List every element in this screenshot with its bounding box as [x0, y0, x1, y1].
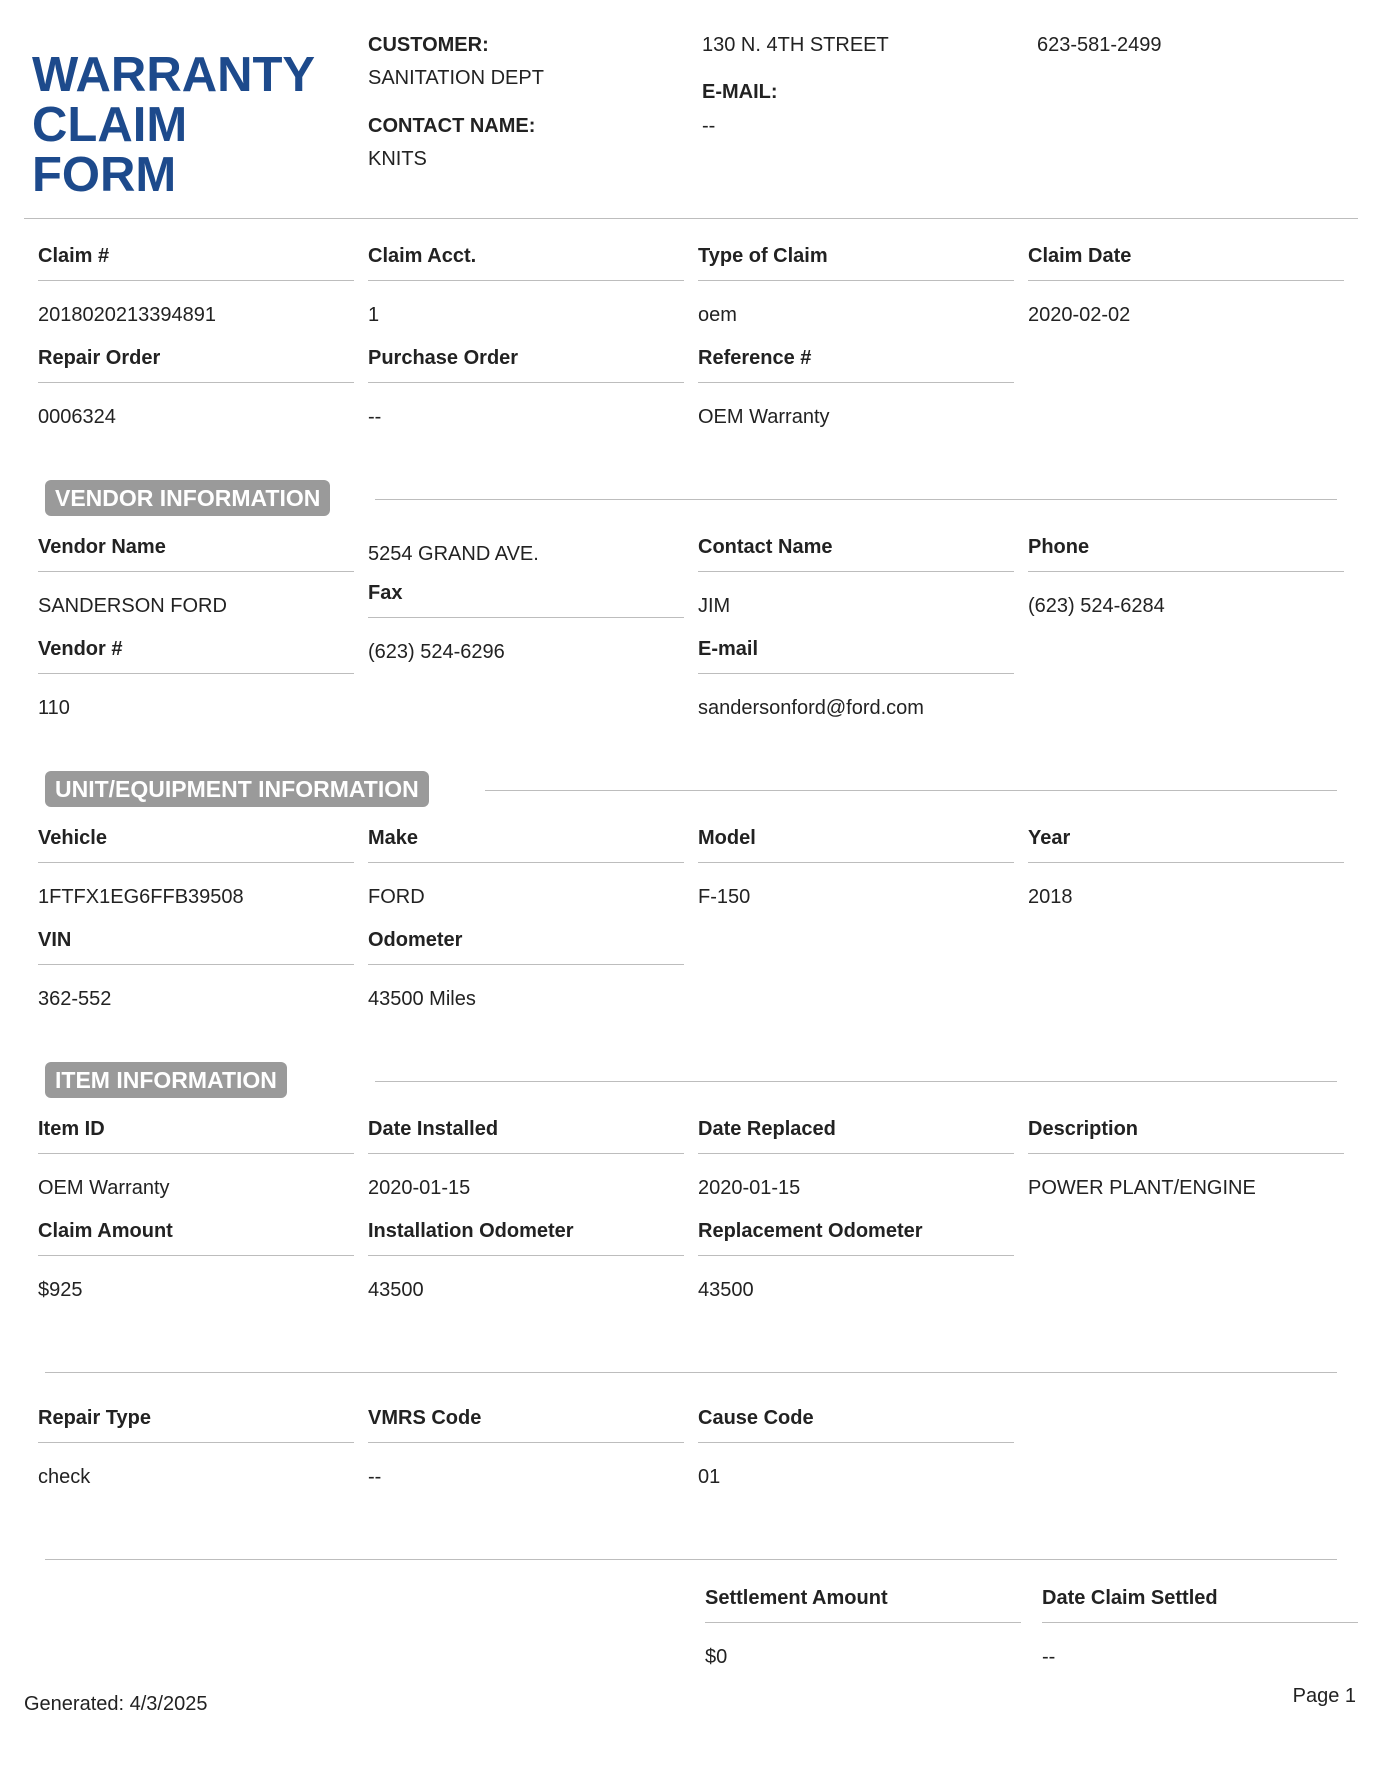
claim-amount-label: Claim Amount: [38, 1219, 354, 1256]
installation-odometer-value: 43500: [368, 1279, 424, 1301]
field-vendor-phone: [1028, 535, 1344, 618]
vin-label: VIN: [38, 928, 354, 965]
field-date-installed: [368, 1117, 684, 1200]
cause-code-label: Cause Code: [698, 1406, 1014, 1443]
field-vendor-email: [698, 637, 1014, 720]
cause-code-value: 01: [698, 1466, 721, 1488]
installation-odometer-label: Installation Odometer: [368, 1219, 684, 1256]
description-value: POWER PLANT/ENGINE: [1028, 1177, 1256, 1199]
year-value: 2018: [1028, 886, 1073, 908]
field-vendor-number: [38, 637, 354, 720]
date-replaced-label: Date Replaced: [698, 1117, 1014, 1154]
odometer-value: 43500 Miles: [368, 988, 476, 1010]
claim-amount-value: $925: [38, 1279, 83, 1301]
field-claim-amount: [38, 1219, 354, 1302]
vendor-address: 5254 GRAND AVE.: [368, 543, 539, 565]
contact-name-value: KNITS: [368, 148, 427, 170]
field-cause-code: [698, 1406, 1014, 1489]
replacement-odometer-value: 43500: [698, 1279, 754, 1301]
reference-label: Reference #: [698, 346, 1014, 383]
contact-name-label: CONTACT NAME:: [368, 115, 536, 137]
field-vendor-fax: [368, 581, 684, 664]
customer-phone: 623-581-2499: [1037, 34, 1162, 56]
settlement-divider: [45, 1559, 1337, 1560]
field-model: [698, 826, 1014, 909]
replacement-odometer-label: Replacement Odometer: [698, 1219, 1014, 1256]
section-item-information: ITEM INFORMATION: [45, 1062, 287, 1098]
claim-acct-value: 1: [368, 304, 380, 326]
repair-type-label: Repair Type: [38, 1406, 354, 1443]
vmrs-code-value: --: [368, 1466, 382, 1488]
email-label: E-MAIL:: [702, 81, 778, 103]
field-vmrs-code: [368, 1406, 684, 1489]
model-value: F-150: [698, 886, 751, 908]
description-label: Description: [1028, 1117, 1344, 1154]
field-claim-number: [38, 244, 354, 327]
field-replacement-odometer: [698, 1219, 1014, 1302]
generated-date: Generated: 4/3/2025: [24, 1693, 208, 1715]
claim-number-value: 2018020213394891: [38, 304, 216, 326]
purchase-order-value: --: [368, 406, 382, 428]
date-installed-value: 2020-01-15: [368, 1177, 471, 1199]
customer-address: 130 N. 4TH STREET: [702, 34, 889, 56]
vendor-number-value: 110: [38, 697, 70, 719]
item-id-value: OEM Warranty: [38, 1177, 170, 1199]
vmrs-code-label: VMRS Code: [368, 1406, 684, 1443]
claim-type-value: oem: [698, 304, 737, 326]
field-date-replaced: [698, 1117, 1014, 1200]
field-repair-type: [38, 1406, 354, 1489]
date-claim-settled-value: --: [1042, 1646, 1056, 1668]
claim-type-label: Type of Claim: [698, 244, 1014, 281]
vehicle-label: Vehicle: [38, 826, 354, 863]
vendor-phone-label: Phone: [1028, 535, 1344, 572]
form-title: WARRANTY CLAIM FORM: [32, 48, 315, 202]
customer-label: CUSTOMER:: [368, 34, 489, 56]
vendor-contact-value: JIM: [698, 595, 731, 617]
field-claim-type: [698, 244, 1014, 327]
section-vendor-information: VENDOR INFORMATION: [45, 480, 330, 516]
page-number: Page 1: [1292, 1685, 1356, 1707]
vendor-email-value: sandersonford@ford.com: [698, 697, 924, 719]
field-repair-order: [38, 346, 354, 429]
date-replaced-value: 2020-01-15: [698, 1177, 801, 1199]
item-section-divider: [375, 1081, 1337, 1082]
field-installation-odometer: [368, 1219, 684, 1302]
field-description: [1028, 1117, 1344, 1200]
vendor-section-divider: [375, 499, 1337, 500]
section-unit-equipment-information: UNIT/EQUIPMENT INFORMATION: [45, 771, 429, 807]
item-id-label: Item ID: [38, 1117, 354, 1154]
vendor-fax-label: Fax: [368, 581, 684, 618]
field-item-id: [38, 1117, 354, 1200]
unit-section-divider: [485, 790, 1337, 791]
settlement-amount-value: $0: [705, 1646, 728, 1668]
field-vendor-name: [38, 535, 354, 618]
vendor-email-label: E-mail: [698, 637, 1014, 674]
field-reference: [698, 346, 1014, 429]
date-installed-label: Date Installed: [368, 1117, 684, 1154]
reference-value: OEM Warranty: [698, 406, 830, 428]
field-vendor-contact: [698, 535, 1014, 618]
field-odometer: [368, 928, 684, 1011]
settlement-amount-label: Settlement Amount: [705, 1586, 1021, 1623]
claim-acct-label: Claim Acct.: [368, 244, 684, 281]
field-date-claim-settled: [1042, 1586, 1358, 1669]
model-label: Model: [698, 826, 1014, 863]
field-year: [1028, 826, 1344, 909]
vendor-contact-label: Contact Name: [698, 535, 1014, 572]
repair-order-label: Repair Order: [38, 346, 354, 383]
vendor-fax-value: (623) 524-6296: [368, 641, 505, 663]
claim-number-label: Claim #: [38, 244, 354, 281]
vendor-name-value: SANDERSON FORD: [38, 595, 227, 617]
purchase-order-label: Purchase Order: [368, 346, 684, 383]
field-vehicle: [38, 826, 354, 909]
field-vin: [38, 928, 354, 1011]
repair-type-value: check: [38, 1466, 91, 1488]
vendor-number-label: Vendor #: [38, 637, 354, 674]
customer-value: SANITATION DEPT: [368, 67, 544, 89]
vendor-phone-value: (623) 524-6284: [1028, 595, 1165, 617]
repair-order-value: 0006324: [38, 406, 116, 428]
vin-value: 362-552: [38, 988, 112, 1010]
field-make: [368, 826, 684, 909]
header-divider: [24, 218, 1358, 219]
email-value: --: [702, 115, 716, 137]
year-label: Year: [1028, 826, 1344, 863]
vendor-name-label: Vendor Name: [38, 535, 354, 572]
vehicle-value: 1FTFX1EG6FFB39508: [38, 886, 244, 908]
make-label: Make: [368, 826, 684, 863]
field-settlement-amount: [705, 1586, 1021, 1669]
field-purchase-order: [368, 346, 684, 429]
field-claim-date: [1028, 244, 1344, 327]
odometer-label: Odometer: [368, 928, 684, 965]
make-value: FORD: [368, 886, 425, 908]
claim-date-value: 2020-02-02: [1028, 304, 1131, 326]
claim-date-label: Claim Date: [1028, 244, 1344, 281]
field-claim-acct: [368, 244, 684, 327]
date-claim-settled-label: Date Claim Settled: [1042, 1586, 1358, 1623]
repair-divider: [45, 1372, 1337, 1373]
